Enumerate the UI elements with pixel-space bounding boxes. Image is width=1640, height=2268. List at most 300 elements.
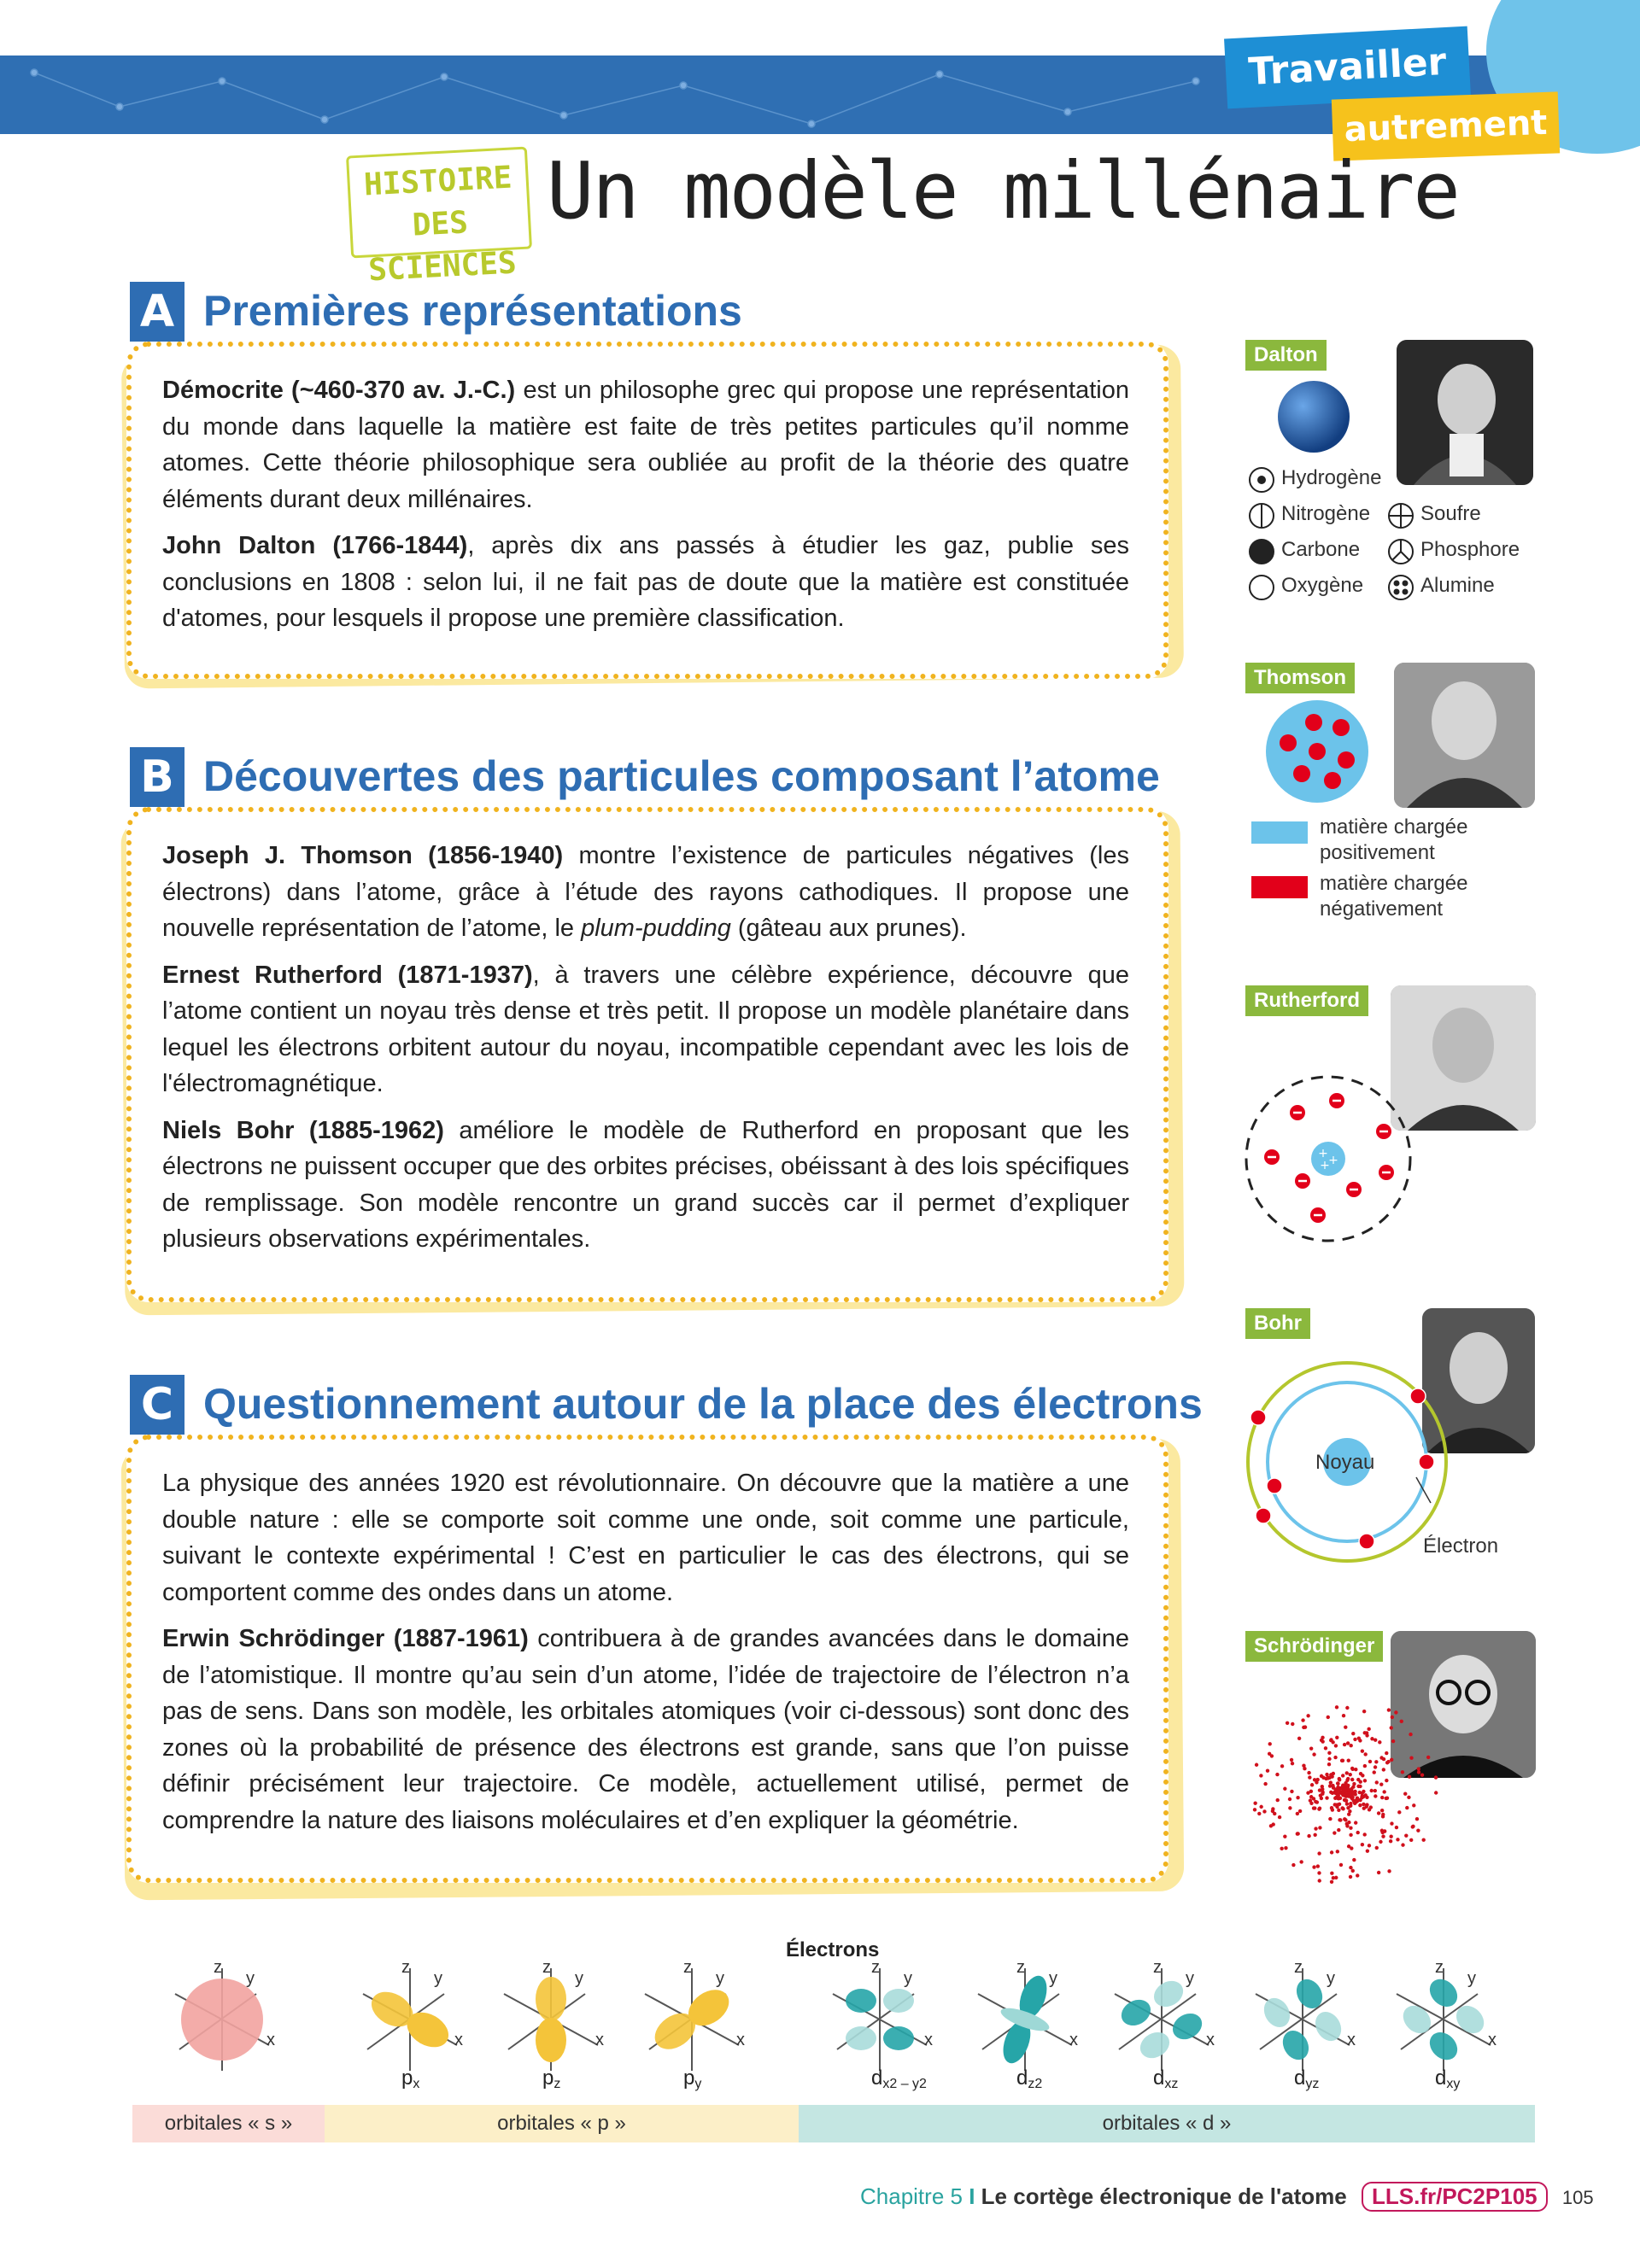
cloud-dot	[1330, 1850, 1333, 1854]
cloud-dot	[1412, 1803, 1415, 1807]
cloud-dot	[1343, 1743, 1346, 1746]
cloud-dot	[1363, 1793, 1367, 1797]
cloud-dot	[1319, 1794, 1322, 1797]
axis-label-y: y	[716, 1969, 724, 1988]
legend-negative-swatch	[1251, 876, 1308, 898]
cloud-dot	[1354, 1821, 1357, 1824]
legend-phosphore: Phosphore	[1420, 538, 1520, 561]
axis-label-x: x	[924, 2031, 933, 2049]
cloud-dot	[1363, 1779, 1367, 1782]
cloud-dot	[1409, 1733, 1412, 1736]
cloud-dot	[1385, 1796, 1389, 1799]
orbital-d-6	[1115, 1960, 1215, 2071]
cloud-dot	[1409, 1838, 1413, 1842]
cloud-dot	[1415, 1817, 1419, 1821]
cloud-dot	[1397, 1810, 1401, 1814]
cloud-dot	[1344, 1726, 1347, 1729]
d-lobe	[883, 2026, 914, 2050]
orbital-p-3	[645, 1960, 745, 2071]
cloud-dot	[1382, 1790, 1385, 1793]
cloud-dot	[1378, 1740, 1381, 1744]
cloud-dot	[1331, 1740, 1334, 1744]
orbital-p-2	[504, 1960, 604, 2071]
cloud-dot	[1351, 1790, 1355, 1793]
d-lobe	[1149, 1976, 1187, 2012]
d-lobe	[883, 1989, 914, 2013]
cloud-dot	[1345, 1802, 1349, 1805]
cloud-dot	[1362, 1833, 1366, 1836]
cloud-dot	[1426, 1756, 1430, 1759]
cloud-dot	[1310, 1783, 1314, 1786]
paragraph-thomson: Joseph J. Thomson (1856-1940) montre l’existence de particules négatives (les électrons) dans l’atome, grâce à l’étude des rayons cathodiques. Il propose une nouvelle représentation de l’atome, le plum-pudding (gâteau aux prunes).	[162, 842, 1129, 942]
legend-hydrogene: Hydrogène	[1281, 466, 1382, 489]
cloud-dot	[1401, 1770, 1404, 1774]
axis-label-z: z	[1435, 1960, 1444, 1977]
cloud-dot	[1396, 1838, 1399, 1841]
cloud-dot	[1291, 1722, 1294, 1726]
cloud-dot	[1312, 1752, 1315, 1756]
cloud-dot	[1363, 1752, 1367, 1756]
cloud-dot	[1380, 1829, 1384, 1833]
cloud-dot	[1362, 1803, 1365, 1806]
cloud-dot	[1306, 1714, 1309, 1717]
cloud-dot	[1368, 1760, 1372, 1763]
tag-travailler: Travailler	[1224, 26, 1471, 109]
paragraph-dalton: John Dalton (1766-1844), après dix ans passés à étudier les gaz, publie ses conclusions en 1808 : selon lui, il ne fait pas de doute que la matière est constituée d'atomes, pour lesquels il propose une première classification.	[162, 532, 1129, 632]
cloud-dot	[1269, 1824, 1273, 1827]
cloud-dot	[1290, 1790, 1293, 1793]
d-lobe	[846, 1989, 876, 2013]
cloud-dot	[1349, 1744, 1352, 1747]
cloud-dot	[1257, 1812, 1261, 1815]
cloud-dot	[1338, 1777, 1341, 1780]
paragraph-physique-1920: La physique des années 1920 est révolutionnaire. On découvre que la matière a une double nature : elle se comporte soit comme une onde, soit comme une particule, suivant le contexte expérimental ! C’est en particulier le cas des électrons, qui se comportent comme des ondes dans un atome.	[162, 1470, 1129, 1606]
cloud-dot	[1350, 1767, 1354, 1770]
bohr-label: Bohr	[1245, 1308, 1310, 1339]
cloud-dot	[1386, 1760, 1390, 1763]
cloud-dot	[1296, 1796, 1299, 1799]
thomson-label: Thomson	[1245, 663, 1355, 693]
orbital-subscript-labels	[0, 2066, 1640, 2101]
cloud-dot	[1347, 1844, 1350, 1848]
cloud-dot	[1327, 1751, 1331, 1755]
orbital-s	[175, 1960, 275, 2071]
cloud-dot	[1330, 1872, 1333, 1875]
axis-label-z: z	[542, 1960, 551, 1977]
dalton-sphere	[1273, 376, 1358, 461]
section-c-letter: C	[130, 1375, 184, 1435]
axis-label-x: x	[1347, 2031, 1356, 2049]
cloud-dot	[1387, 1708, 1391, 1711]
cloud-dot	[1337, 1788, 1340, 1792]
cloud-dot	[1361, 1749, 1364, 1752]
cloud-dot	[1390, 1758, 1393, 1762]
cloud-dot	[1390, 1821, 1393, 1825]
cloud-dot	[1345, 1824, 1349, 1827]
cloud-dot	[1339, 1863, 1343, 1867]
cloud-dot	[1309, 1795, 1313, 1798]
cloud-dot	[1325, 1796, 1328, 1799]
cloud-dot	[1307, 1834, 1310, 1838]
d-lobe	[846, 2026, 876, 2050]
axis-label-z: z	[214, 1960, 222, 1977]
cloud-dot	[1332, 1831, 1336, 1834]
cloud-dot	[1351, 1869, 1355, 1873]
cloud-dot	[1365, 1803, 1368, 1806]
cloud-dot	[1354, 1768, 1357, 1771]
section-b-box	[126, 807, 1168, 1302]
cloud-dot	[1330, 1880, 1333, 1884]
footer	[860, 2182, 1594, 2212]
cloud-dot	[1389, 1839, 1392, 1843]
cloud-dot	[1320, 1739, 1323, 1742]
cloud-dot	[1332, 1876, 1335, 1879]
cloud-dot	[1421, 1838, 1425, 1842]
cloud-dot	[1367, 1727, 1370, 1731]
orbitals-title: Électrons	[786, 1938, 880, 1961]
dalton-portrait	[1397, 340, 1533, 485]
p-lobe	[536, 1977, 566, 2021]
cloud-dot	[1276, 1798, 1280, 1802]
cloud-dot	[1362, 1710, 1366, 1713]
cloud-dot	[1303, 1767, 1306, 1770]
cloud-dot	[1253, 1802, 1256, 1805]
cloud-dot	[1312, 1865, 1315, 1868]
cloud-dot	[1391, 1739, 1395, 1743]
cloud-dot	[1259, 1774, 1262, 1777]
cloud-dot	[1338, 1818, 1342, 1821]
page-number: 105	[1561, 2187, 1594, 2208]
cloud-dot	[1262, 1809, 1266, 1813]
cloud-dot	[1358, 1739, 1362, 1742]
section-b-letter: B	[130, 747, 184, 807]
cloud-dot	[1309, 1802, 1313, 1805]
cloud-dot	[1349, 1875, 1352, 1879]
legend-soufre: Soufre	[1420, 502, 1481, 525]
cloud-dot	[1278, 1815, 1281, 1819]
cloud-dot	[1288, 1806, 1292, 1809]
axis-label-x: x	[454, 2031, 463, 2049]
orbital-label: $p_x$	[401, 2066, 420, 2091]
cloud-dot	[1309, 1790, 1313, 1793]
cloud-dot	[1350, 1778, 1354, 1781]
section-c-box	[126, 1435, 1168, 1883]
schrodinger-label: Schrödinger	[1245, 1631, 1383, 1662]
cloud-dot	[1317, 1851, 1321, 1855]
cloud-dot	[1327, 1757, 1331, 1761]
cloud-dot	[1361, 1843, 1364, 1846]
cloud-dot	[1347, 1821, 1350, 1824]
axis-label-y: y	[246, 1969, 255, 1988]
cloud-dot	[1337, 1828, 1340, 1832]
cloud-dot	[1407, 1796, 1410, 1799]
cloud-dot	[1356, 1797, 1359, 1801]
section-a-title: Premières représentations	[203, 287, 742, 335]
cloud-dot	[1356, 1873, 1359, 1877]
axis-label-y: y	[575, 1969, 583, 1988]
cloud-dot	[1330, 1806, 1333, 1809]
orbital-label: $d_{xz}$	[1153, 2066, 1179, 2091]
legend-positive-swatch	[1251, 821, 1308, 844]
axis-label-z: z	[1016, 1960, 1025, 1977]
paragraph-democrite: Démocrite (~460-370 av. J.-C.) est un philosophe grec qui propose une représentation du monde dans laquelle la matière est faite de très petites particules qu’il nomme atomes. Cette théorie philosophique sera oubliée au profit de la théorie des quatre éléments durant deux millénaires.	[162, 377, 1129, 513]
axis-label-x: x	[736, 2031, 745, 2049]
axis-label-x: x	[595, 2031, 604, 2049]
cloud-dot	[1389, 1835, 1392, 1838]
cloud-dot	[1420, 1774, 1424, 1777]
cloud-dot	[1315, 1780, 1318, 1784]
d-lobe	[1116, 1995, 1155, 2031]
cloud-dot	[1302, 1726, 1305, 1729]
cloud-dot	[1417, 1770, 1420, 1774]
cloud-dot	[1299, 1860, 1303, 1863]
cloud-dot	[1335, 1791, 1338, 1794]
thomson-portrait	[1394, 663, 1535, 808]
cloud-dot	[1337, 1809, 1340, 1812]
cloud-dot	[1416, 1828, 1420, 1832]
cloud-dot	[1301, 1718, 1304, 1721]
cloud-dot	[1255, 1763, 1258, 1767]
cloud-dot	[1365, 1731, 1368, 1734]
cloud-dot	[1400, 1720, 1403, 1723]
legend-negative-text: matière chargée négativement	[1320, 872, 1468, 921]
cloud-dot	[1336, 1781, 1339, 1785]
cloud-dot	[1374, 1789, 1377, 1792]
cloud-dot	[1346, 1741, 1350, 1745]
cloud-dot	[1318, 1807, 1321, 1810]
axis-label-y: y	[434, 1969, 442, 1988]
cloud-dot	[1341, 1774, 1344, 1777]
cloud-dot	[1408, 1775, 1411, 1779]
s-sphere	[181, 1979, 263, 2060]
legend-oxygene: Oxygène	[1281, 574, 1364, 597]
cloud-dot	[1329, 1773, 1332, 1776]
cloud-dot	[1373, 1770, 1376, 1774]
d-lobe	[1168, 2008, 1206, 2044]
cloud-dot	[1308, 1775, 1311, 1779]
cloud-dot	[1377, 1871, 1380, 1874]
orbital-d-8	[1397, 1960, 1496, 2071]
orbital-d-7	[1256, 1960, 1356, 2071]
thomson-plum-pudding	[1264, 699, 1375, 810]
cloud-dot	[1275, 1773, 1279, 1776]
cloud-dot	[1297, 1737, 1301, 1740]
cloud-dot	[1290, 1758, 1293, 1762]
cloud-dot	[1379, 1840, 1382, 1844]
cloud-dot	[1343, 1787, 1346, 1791]
cloud-dot	[1336, 1850, 1339, 1853]
svg-text:+: +	[1320, 1159, 1330, 1172]
cloud-dot	[1331, 1784, 1334, 1787]
cloud-dot	[1292, 1863, 1295, 1867]
bohr-nucleus-label: Noyau	[1315, 1451, 1375, 1474]
axis-label-y: y	[904, 1969, 912, 1988]
cloud-dot	[1391, 1716, 1394, 1719]
cloud-dot	[1403, 1792, 1407, 1796]
cloud-dot	[1286, 1721, 1289, 1725]
cloud-dot	[1345, 1706, 1349, 1710]
rutherford-label: Rutherford	[1245, 985, 1368, 1016]
axis-label-y: y	[1049, 1969, 1057, 1988]
cloud-dot	[1259, 1805, 1262, 1809]
orbital-label: $d_{yz}$	[1294, 2066, 1320, 2091]
cloud-dot	[1283, 1834, 1286, 1838]
orbital-label: $p_z$	[542, 2066, 561, 2091]
cloud-dot	[1368, 1844, 1371, 1847]
cloud-dot	[1314, 1827, 1317, 1830]
cloud-dot	[1340, 1806, 1344, 1809]
cloud-dot	[1380, 1796, 1384, 1799]
cloud-dot	[1253, 1808, 1256, 1811]
cloud-dot	[1347, 1759, 1350, 1762]
cloud-dot	[1390, 1726, 1393, 1729]
bohr-electron-label: Électron	[1423, 1534, 1499, 1558]
cloud-dot	[1434, 1791, 1438, 1794]
cloud-dot	[1320, 1774, 1323, 1778]
cloud-dot	[1268, 1742, 1272, 1745]
footer-chapter-title: Le cortège électronique de l'atome	[981, 2183, 1347, 2209]
svg-text:+: +	[1328, 1154, 1338, 1167]
axis-label-z: z	[871, 1960, 880, 1977]
cloud-dot	[1381, 1813, 1385, 1816]
cloud-dot	[1356, 1785, 1360, 1788]
cloud-dot	[1273, 1812, 1276, 1815]
cloud-dot	[1335, 1736, 1338, 1739]
tag-autrement: autrement	[1332, 91, 1560, 161]
histoire-sciences-stamp: HISTOIRE DES SCIENCES	[346, 147, 532, 259]
cloud-dot	[1385, 1779, 1388, 1782]
cloud-dot	[1411, 1825, 1414, 1828]
cloud-dot	[1317, 1871, 1321, 1874]
cloud-dot	[1381, 1834, 1385, 1838]
cloud-dot	[1263, 1782, 1267, 1786]
cloud-dot	[1334, 1744, 1338, 1747]
cloud-dot	[1358, 1803, 1362, 1807]
group-s	[132, 2105, 325, 2142]
axis-label-z: z	[1294, 1960, 1303, 1977]
cloud-dot	[1379, 1756, 1383, 1759]
cloud-dot	[1349, 1773, 1352, 1776]
cloud-dot	[1284, 1846, 1287, 1850]
legend-alumine: Alumine	[1420, 574, 1495, 597]
cloud-dot	[1382, 1768, 1385, 1771]
cloud-dot	[1316, 1864, 1320, 1868]
cloud-dot	[1366, 1849, 1369, 1852]
axis-label-y: y	[1467, 1969, 1476, 1988]
cloud-dot	[1283, 1787, 1286, 1791]
footer-link[interactable]: LLS.fr/PC2P105	[1362, 2182, 1548, 2212]
axis-label-y: y	[1186, 1969, 1194, 1988]
axis-label-x: x	[1488, 2031, 1496, 2049]
cloud-dot	[1356, 1831, 1359, 1834]
cloud-dot	[1347, 1813, 1350, 1816]
section-b-title: Découvertes des particules composant l’atome	[203, 752, 1160, 800]
cloud-dot	[1344, 1818, 1347, 1821]
group-d-label: orbitales « d »	[1102, 2112, 1232, 2135]
cloud-dot	[1288, 1797, 1292, 1801]
cloud-dot	[1345, 1771, 1349, 1774]
cloud-dot	[1352, 1858, 1356, 1862]
svg-text:+: +	[1318, 1147, 1328, 1160]
axis-label-x: x	[266, 2031, 275, 2049]
cloud-dot	[1377, 1811, 1380, 1815]
cloud-dot	[1363, 1764, 1367, 1768]
group-d	[799, 2105, 1535, 2142]
cloud-dot	[1395, 1826, 1398, 1829]
cloud-dot	[1315, 1800, 1319, 1803]
cloud-dot	[1328, 1817, 1332, 1821]
cloud-dot	[1318, 1826, 1321, 1829]
cloud-dot	[1349, 1833, 1352, 1837]
orbital-label: $d_{z2}$	[1016, 2066, 1043, 2091]
cloud-dot	[1307, 1771, 1310, 1774]
cloud-dot	[1375, 1846, 1379, 1850]
cloud-dot	[1353, 1738, 1356, 1741]
cloud-dot	[1361, 1792, 1364, 1795]
paragraph-bohr: Niels Bohr (1885-1962) améliore le modèle de Rutherford en proposant que les électrons ne puissent occuper que des orbites précises, obéissant à des lois spécifiques de remplissage. Son modèle rencontre un grand succès car il permet d’expliquer plusieurs observations expérimentales.	[162, 1116, 1129, 1253]
cloud-dot	[1280, 1847, 1283, 1850]
cloud-dot	[1318, 1879, 1321, 1882]
page-title: Un modèle millénaire	[547, 145, 1459, 237]
cloud-dot	[1379, 1782, 1383, 1786]
group-p	[325, 2105, 799, 2142]
cloud-dot	[1331, 1792, 1334, 1795]
cloud-dot	[1327, 1716, 1330, 1719]
cloud-dot	[1271, 1807, 1274, 1810]
cloud-dot	[1404, 1833, 1408, 1837]
cloud-dot	[1324, 1746, 1327, 1750]
cloud-dot	[1298, 1809, 1302, 1813]
cloud-dot	[1370, 1789, 1374, 1792]
cloud-dot	[1313, 1833, 1316, 1837]
section-a-box	[126, 342, 1168, 679]
cloud-dot	[1349, 1827, 1352, 1830]
section-c-title: Questionnement autour de la place des électrons	[203, 1380, 1203, 1428]
orbital-label: $d_{x2 - y2}$	[871, 2066, 927, 2091]
cloud-dot	[1350, 1797, 1354, 1800]
cloud-dot	[1401, 1843, 1404, 1846]
footer-separator: I	[969, 2183, 975, 2209]
paragraph-schrodinger: Erwin Schrödinger (1887-1961) contribuera à de grandes avancées dans le domaine de l’atomistique. Il montre qu’au sein d’un atome, l’idée de trajectoire de l’électron n’a pas de sens. Dans son modèle, les orbitales atomiques (voir ci-dessous) sont donc des zones où la probabilité de présence des électrons est grande, sans que l’on puisse définir précisément leur trajectoire. Ce modèle, actuellement utilisé, permet de comprendre la nature des liaisons moléculaires et d’en expliquer la géométrie.	[162, 1625, 1129, 1834]
cloud-dot	[1346, 1777, 1350, 1780]
cloud-dot	[1351, 1732, 1355, 1735]
d-lobe	[1292, 1974, 1327, 2013]
cloud-dot	[1291, 1762, 1294, 1765]
cloud-dot	[1394, 1710, 1397, 1714]
cloud-dot	[1335, 1705, 1338, 1709]
cloud-dot	[1268, 1752, 1271, 1756]
cloud-dot	[1338, 1803, 1341, 1806]
schrodinger-electron-cloud	[1243, 1695, 1448, 1891]
group-s-label: orbitales « s »	[164, 2112, 293, 2135]
cloud-dot	[1374, 1765, 1377, 1768]
cloud-dot	[1380, 1809, 1384, 1812]
cloud-dot	[1374, 1738, 1377, 1741]
cloud-dot	[1309, 1747, 1313, 1751]
axis-label-z: z	[683, 1960, 692, 1977]
cloud-dot	[1296, 1832, 1299, 1835]
cloud-dot	[1325, 1773, 1328, 1776]
rutherford-atom	[1243, 1072, 1418, 1247]
cloud-dot	[1296, 1812, 1299, 1815]
legend-carbone: Carbone	[1281, 538, 1361, 561]
cloud-dot	[1349, 1804, 1352, 1808]
orbital-label: $p_y$	[683, 2066, 702, 2091]
axis-label-z: z	[401, 1960, 410, 1977]
cloud-dot	[1417, 1767, 1420, 1770]
footer-chapter: Chapitre 5	[860, 2183, 963, 2209]
cloud-dot	[1434, 1775, 1438, 1779]
